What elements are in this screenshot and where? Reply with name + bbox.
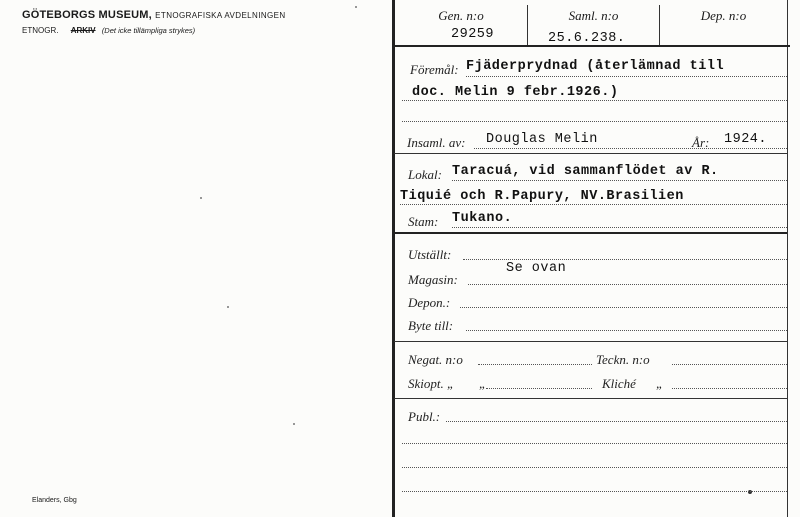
dotted-line xyxy=(400,204,787,205)
dotted-line xyxy=(402,443,787,444)
teckn-label: Teckn. n:o xyxy=(596,352,650,367)
etnogr-label: ETNOGR. xyxy=(22,26,59,35)
card-right-edge xyxy=(787,0,788,517)
section-rule xyxy=(394,398,787,399)
insaml-label: Insaml. av: xyxy=(407,135,466,150)
foremal-line-1: Fjäderprydnad (återlämnad till xyxy=(466,59,725,74)
gen-label: Gen. n:o xyxy=(438,8,484,23)
strike-note: (Det icke tillämpliga strykes) xyxy=(101,26,196,35)
section-rule xyxy=(394,153,787,154)
dotted-line xyxy=(460,307,787,308)
museum-name: GÖTEBORGS MUSEUM, xyxy=(22,9,152,21)
dotted-line xyxy=(478,364,592,365)
negat-label: Negat. n:o xyxy=(408,352,463,367)
speck xyxy=(293,423,295,425)
ditto-mark-2: „ xyxy=(656,376,664,391)
ar-value: 1924. xyxy=(724,132,768,147)
saml-number: 25.6.238. xyxy=(548,31,626,46)
magasin-value: Se ovan xyxy=(506,261,567,276)
dotted-line xyxy=(466,330,787,331)
insaml-value: Douglas Melin xyxy=(486,132,598,147)
lokal-line-2: Tiquié och R.Papury, NV.Brasilien xyxy=(400,189,684,204)
saml-label: Saml. n:o xyxy=(568,8,619,23)
dotted-line xyxy=(468,284,787,285)
magasin-label: Magasin: xyxy=(408,272,458,287)
speck xyxy=(227,306,229,308)
dotted-line xyxy=(486,388,592,389)
dotted-line xyxy=(402,491,787,492)
etnogr-line xyxy=(22,26,195,35)
byte-label: Byte till: xyxy=(408,318,454,333)
section-rule xyxy=(394,232,787,234)
dep-label: Dep. n:o xyxy=(700,8,747,23)
struck-text: ARKIV xyxy=(70,26,96,35)
lokal-label: Lokal: xyxy=(408,167,442,182)
stam-label: Stam: xyxy=(408,214,439,229)
printer-mark: Elanders, Gbg xyxy=(32,497,77,504)
publ-label: Publ.: xyxy=(408,409,441,424)
dotted-line xyxy=(402,121,787,122)
utstallt-label: Utställt: xyxy=(408,247,452,262)
lokal-line-1: Taracuá, vid sammanflödet av R. xyxy=(452,164,719,179)
dotted-line xyxy=(452,227,787,228)
foremal-line-2: doc. Melin 9 febr.1926.) xyxy=(412,85,619,100)
section-rule xyxy=(394,341,787,342)
speck xyxy=(355,6,357,8)
dotted-line xyxy=(463,259,787,260)
skiopt-label: Skiopt. „ xyxy=(408,376,455,391)
dotted-line xyxy=(466,76,787,77)
department-name: ETNOGRAFISKA AVDELNINGEN xyxy=(155,11,286,20)
card-divider xyxy=(392,0,395,517)
dotted-line xyxy=(672,364,787,365)
speck xyxy=(200,197,202,199)
ditto-mark: „ xyxy=(479,376,487,391)
stam-value: Tukano. xyxy=(452,211,513,226)
foremal-label: Föremål: xyxy=(410,62,459,77)
dotted-line xyxy=(402,467,787,468)
dotted-line xyxy=(402,100,787,101)
gen-number: 29259 xyxy=(451,27,495,42)
kliche-label: Kliché xyxy=(602,376,636,391)
dotted-line xyxy=(452,180,787,181)
dotted-line xyxy=(474,148,787,149)
ar-label: År: xyxy=(692,135,710,150)
dotted-line xyxy=(672,388,787,389)
museum-header xyxy=(22,9,286,21)
depon-label: Depon.: xyxy=(408,295,451,310)
dotted-line xyxy=(446,421,787,422)
